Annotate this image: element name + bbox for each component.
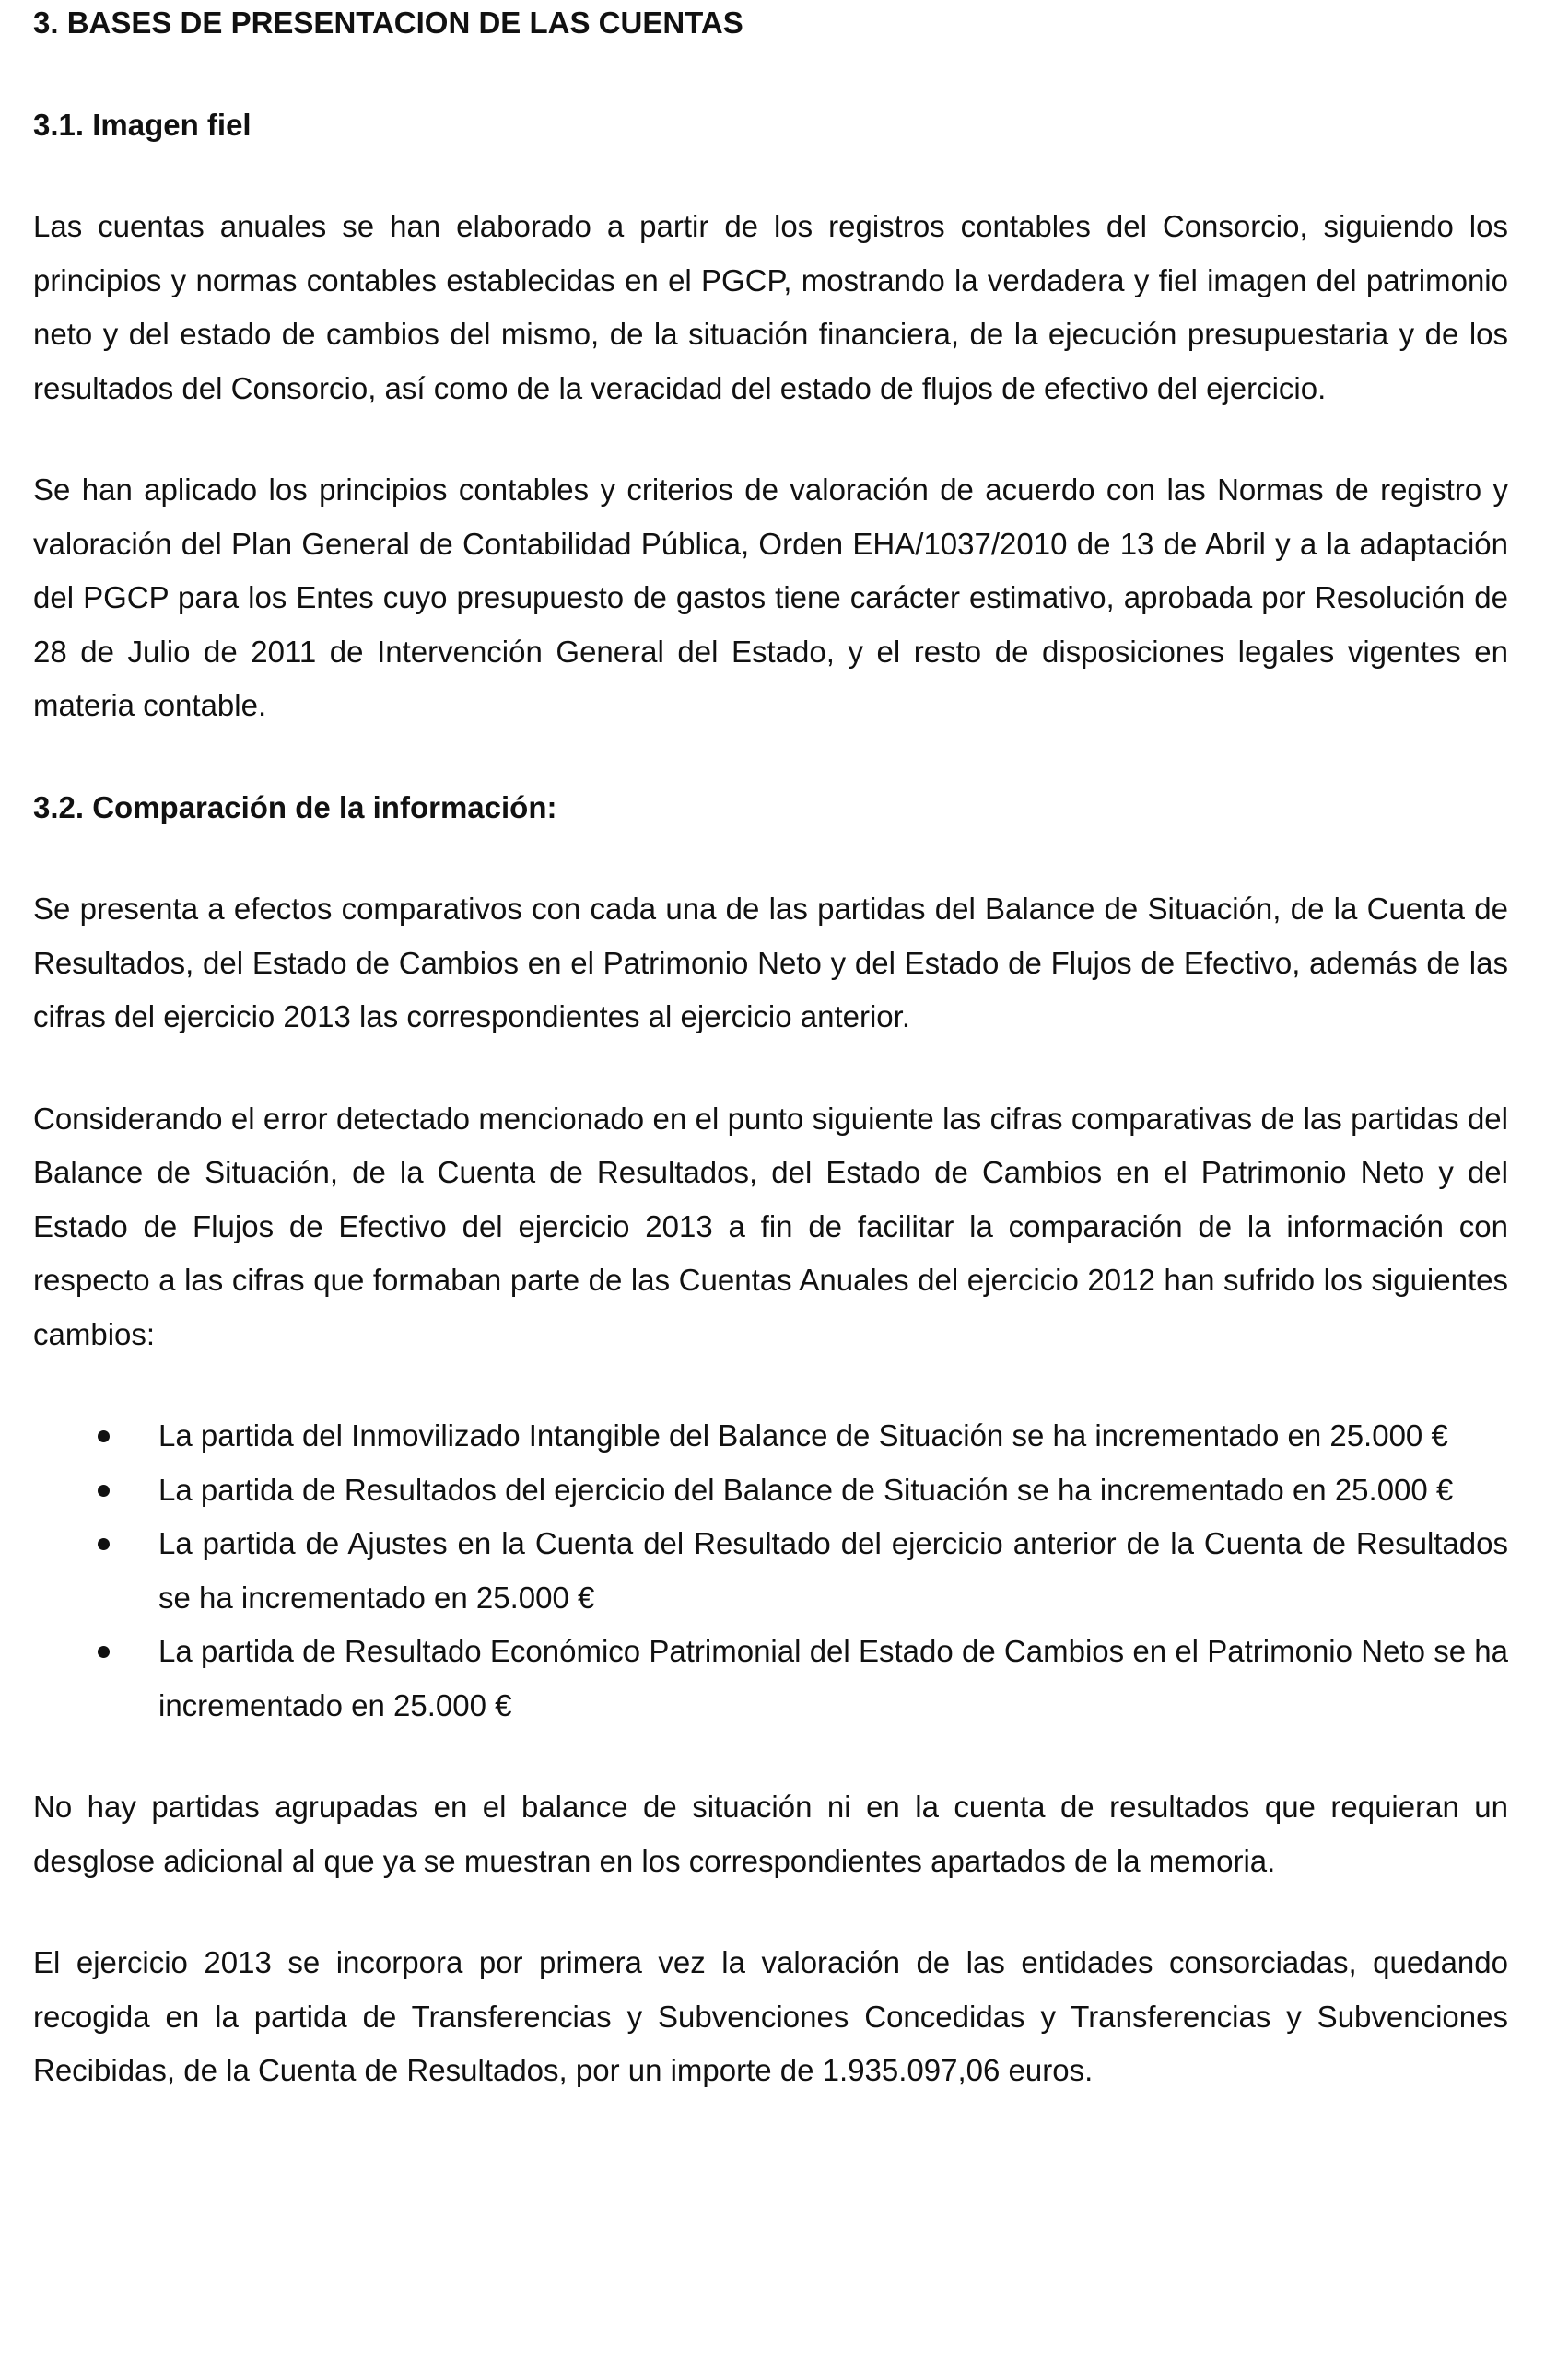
paragraph-imagen-fiel-2: Se han aplicado los principios contables y criterios de valoración de acuerdo con las Normas de registro y valoración del Plan General de Contabilidad Pública, Orden EHA/1037/2010 de 13 de Abril y a la adaptación del PGCP para los Entes cuyo presupuesto de gastos tiene carácter estimativo, aprobada por Resolución de 28 de Julio de 2011 de Intervención General del Estado, y el resto de disposiciones legales vigentes en materia contable. xyxy=(33,472,1508,722)
bullet-icon xyxy=(98,1538,110,1550)
paragraph-comparacion-2: Considerando el error detectado mencionado en el punto siguiente las cifras comparativas de las partidas del Balance de Situación, de la Cuenta de Resultados, del Estado de Cambios en el Patrimonio Neto y del Estado de Flujos de Efectivo del ejercicio 2013 a fin de facilitar la comparación de la información con respecto a las cifras que formaban parte de las Cuentas Anuales del ejercicio 2012 han sufrido los siguientes cambios: xyxy=(33,1101,1508,1351)
subsection-title-imagen-fiel: 3.1. Imagen fiel xyxy=(33,107,252,142)
list-item-text: La partida de Ajustes en la Cuenta del Resultado del ejercicio anterior de la Cuenta de Resultados se ha incrementado en 25.000 € xyxy=(158,1526,1508,1615)
section-title: 3. BASES DE PRESENTACION DE LAS CUENTAS xyxy=(33,6,743,40)
list-item xyxy=(33,1625,1508,1732)
list-item xyxy=(33,1464,1508,1518)
paragraph-comparacion-1: Se presenta a efectos comparativos con cada una de las partidas del Balance de Situación, de la Cuenta de Resultados, del Estado de Cambios en el Patrimonio Neto y del Estado de Flujos de Efectivo, además de las cifras del ejercicio 2013 las correspondientes al ejercicio anterior. xyxy=(33,892,1508,1033)
list-item xyxy=(33,1517,1508,1625)
document-page xyxy=(33,0,1508,2098)
list-item xyxy=(33,1409,1508,1464)
changes-list xyxy=(33,1409,1508,1732)
list-item-text: La partida de Resultado Económico Patrimonial del Estado de Cambios en el Patrimonio Neto se ha incrementado en 25.000 € xyxy=(158,1634,1508,1722)
list-item-text: La partida de Resultados del ejercicio del Balance de Situación se ha incrementado en 25.000 € xyxy=(158,1472,1454,1507)
paragraph-desglose: No hay partidas agrupadas en el balance de situación ni en la cuenta de resultados que requieran un desglose adicional al que ya se muestran en los correspondientes apartados de la memoria. xyxy=(33,1790,1508,1878)
paragraph-valoracion: El ejercicio 2013 se incorpora por primera vez la valoración de las entidades consorciadas, quedando recogida en la partida de Transferencias y Subvenciones Concedidas y Transferencias y Subvenciones Recibidas, de la Cuenta de Resultados, por un importe de 1.935.097,06 euros. xyxy=(33,1945,1508,2087)
bullet-icon xyxy=(98,1485,110,1497)
paragraph-imagen-fiel-1: Las cuentas anuales se han elaborado a partir de los registros contables del Consorcio, siguiendo los principios y normas contables establecidas en el PGCP, mostrando la verdadera y fiel imagen del patrimonio neto y del estado de cambios del mismo, de la situación financiera, de la ejecución presupuestaria y de los resultados del Consorcio, así como de la veracidad del estado de flujos de efectivo del ejercicio. xyxy=(33,209,1508,405)
bullet-icon xyxy=(98,1646,110,1658)
list-item-text: La partida del Inmovilizado Intangible del Balance de Situación se ha incrementado en 25.000 € xyxy=(158,1418,1448,1452)
bullet-icon xyxy=(98,1430,110,1442)
subsection-title-comparacion: 3.2. Comparación de la información: xyxy=(33,789,557,824)
